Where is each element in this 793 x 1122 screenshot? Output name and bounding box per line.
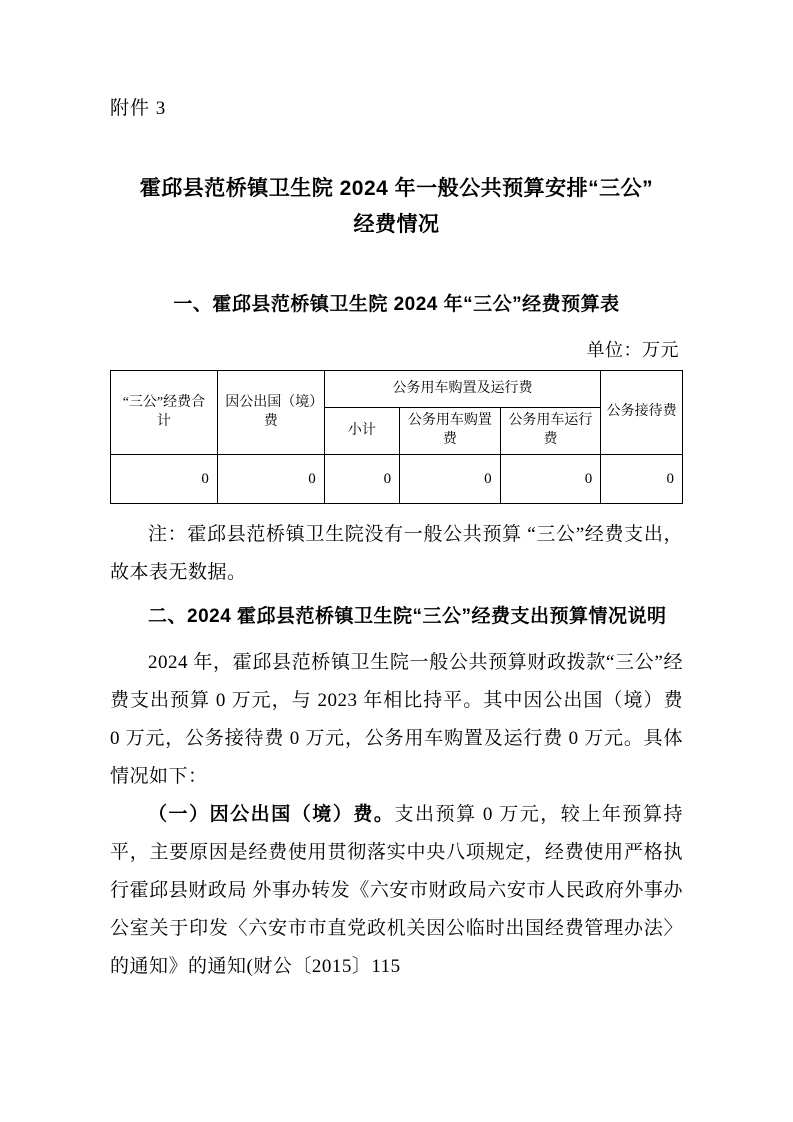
header-reception: 公务接待费 — [601, 371, 683, 455]
section-heading-explanation: 二、2024 霍邱县范桥镇卫生院“三公”经费支出预算情况说明 — [148, 606, 667, 628]
cell-reception: 0 — [601, 455, 683, 504]
cell-total: 0 — [111, 455, 218, 504]
cell-vehicle-purchase: 0 — [400, 455, 501, 504]
cell-vehicle-subtotal: 0 — [324, 455, 399, 504]
page-title-line-1: 霍邱县范桥镇卫生院 2024 年一般公共预算安排“三公” — [139, 176, 654, 200]
header-total: “三公”经费合计 — [111, 371, 218, 455]
header-vehicle-operation: 公务用车运行费 — [500, 408, 601, 455]
page-title — [110, 171, 683, 245]
header-abroad: 因公出国（境）费 — [217, 371, 324, 455]
table-row — [111, 455, 683, 504]
paragraph-abroad-expense — [110, 796, 683, 986]
attachment-label: 附件 3 — [110, 98, 167, 119]
paragraph-abroad-expense-body: 支出预算 0 万元，较上年预算持平，主要原因是经费使用贯彻落实中央八项规定，经费使用严格执行霍邱县财政局 外事办转发《六安市财政局六安市人民政府外事办公室关于印发〈六安市市直党政机关因公临时出国经费管理办法〉的通知》的通知(财公〔2015〕115 — [110, 804, 683, 978]
cell-abroad: 0 — [217, 455, 324, 504]
budget-table — [110, 370, 683, 504]
paragraph-abroad-expense-title: （一）因公出国（境）费。 — [148, 804, 395, 826]
section-heading-budget-table: 一、霍邱县范桥镇卫生院 2024 年“三公”经费预算表 — [173, 294, 620, 316]
page-title-line-2: 经费情况 — [353, 213, 440, 237]
paragraph-overview: 2024 年，霍邱县范桥镇卫生院一般公共预算财政拨款“三公”经费支出预算 0 万元，与 2023 年相比持平。其中因公出国（境）费 0 万元，公务接待费 0 万元，公务用车购置及运行费 0 万元。具体情况如下： — [110, 652, 683, 788]
header-vehicle-group: 公务用车购置及运行费 — [324, 371, 601, 408]
header-vehicle-subtotal: 小计 — [324, 408, 399, 455]
cell-vehicle-operation: 0 — [500, 455, 601, 504]
table-header-row-1 — [111, 371, 683, 408]
unit-note: 单位：万元 — [586, 340, 679, 361]
header-vehicle-purchase: 公务用车购置费 — [400, 408, 501, 455]
table-note: 注：霍邱县范桥镇卫生院没有一般公共预算 “三公”经费支出，故本表无数据。 — [110, 524, 683, 584]
body-content — [110, 644, 683, 986]
